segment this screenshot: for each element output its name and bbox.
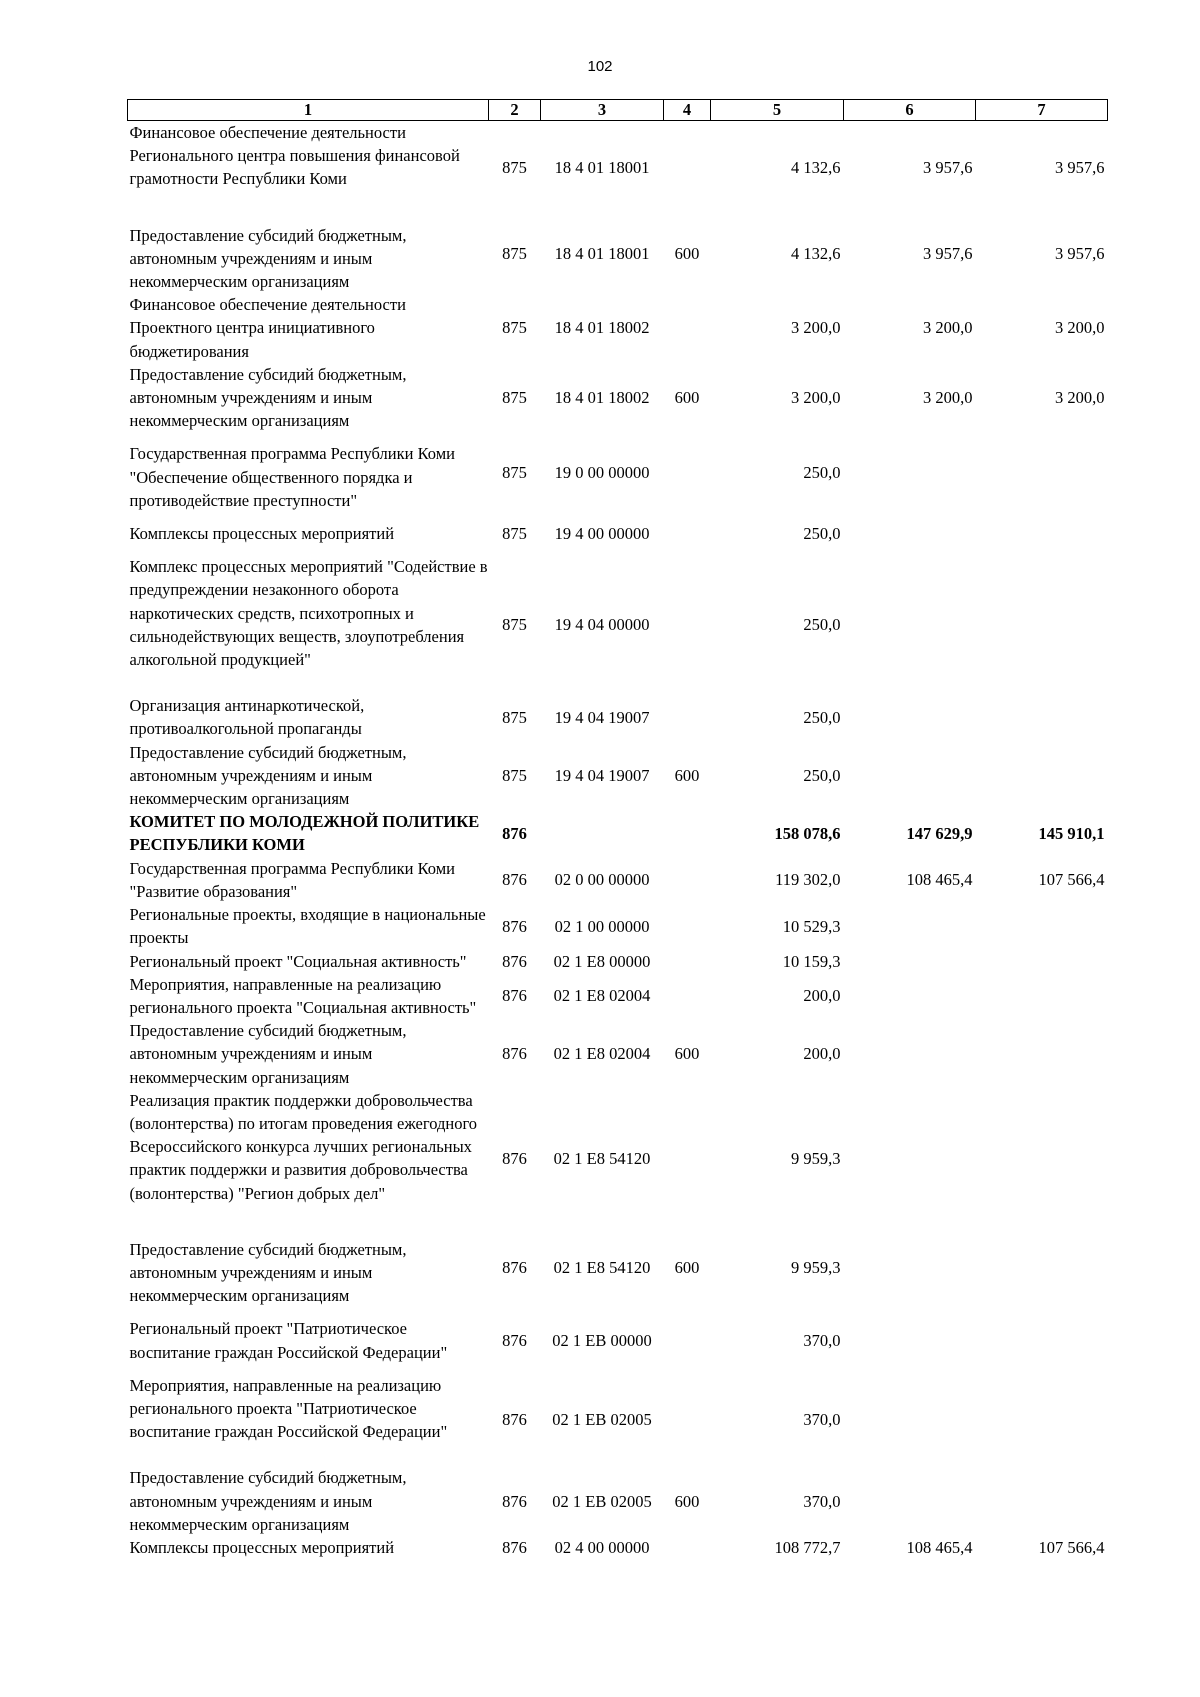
- row-admin-code: 876: [502, 1257, 527, 1277]
- row-name: Региональный проект "Социальная активность": [129, 951, 467, 971]
- row-target-code: 02 1 E8 00000: [553, 951, 651, 971]
- row-name: Реализация практик поддержки добровольчества (волонтерства) по итогам проведения ежегодного Всероссийского конкурса лучших региональных практик поддержки и развития добровольчества (волонтерства) "Регион добрых дел": [129, 1090, 478, 1203]
- row-admin-code: 875: [502, 462, 527, 482]
- row-admin-code: 875: [502, 615, 527, 635]
- table-row: [128, 903, 1108, 949]
- row-amount-year-3: [976, 432, 1108, 512]
- row-amount-year-2: [844, 1307, 976, 1373]
- row-amount-year-3: 3 957,6: [1055, 157, 1105, 177]
- row-amount-year-3: 107 566,4: [1038, 870, 1105, 890]
- row-expense-type: [664, 555, 711, 694]
- row-name: Предоставление субсидий бюджетным, автономным учреждениям и иным некоммерческим организациям: [129, 225, 407, 292]
- row-amount-year-2: [844, 1089, 976, 1228]
- row-amount-year-1: 250,0: [803, 462, 841, 482]
- table-row: [128, 512, 1108, 555]
- row-admin-code: 876: [502, 916, 527, 936]
- column-header: 1: [128, 100, 489, 121]
- row-target-code: [541, 810, 664, 856]
- table-row: [128, 432, 1108, 512]
- row-amount-year-2: [844, 973, 976, 1019]
- table-row: [128, 293, 1108, 363]
- row-admin-code: 876: [502, 1330, 527, 1350]
- row-amount-year-1: 3 200,0: [791, 388, 841, 408]
- row-target-code: 18 4 01 18001: [554, 157, 650, 177]
- row-admin-code: 876: [502, 1410, 527, 1430]
- row-target-code: 19 4 04 00000: [554, 615, 650, 635]
- row-name: Предоставление субсидий бюджетным, автономным учреждениям и иным некоммерческим организациям: [129, 364, 407, 431]
- row-amount-year-1: 10 159,3: [782, 951, 841, 971]
- row-amount-year-2: 3 957,6: [923, 243, 973, 263]
- table-row: [128, 121, 1108, 214]
- row-expense-type: [664, 1536, 711, 1559]
- row-admin-code: 876: [502, 951, 527, 971]
- table-row: [128, 1089, 1108, 1228]
- row-expense-type: 600: [674, 765, 700, 785]
- row-admin-code: 876: [502, 870, 527, 890]
- row-amount-year-3: [976, 1307, 1108, 1373]
- row-amount-year-2: 3 200,0: [923, 318, 973, 338]
- row-admin-code: 875: [502, 524, 527, 544]
- row-amount-year-2: [844, 555, 976, 694]
- row-expense-type: 600: [674, 243, 700, 263]
- table-row: [128, 857, 1108, 903]
- row-target-code: 02 1 E8 02004: [553, 1044, 651, 1064]
- row-admin-code: 875: [502, 388, 527, 408]
- row-amount-year-3: 3 957,6: [1055, 243, 1105, 263]
- row-amount-year-1: 158 078,6: [774, 823, 841, 843]
- table-body: [128, 121, 1108, 1560]
- column-header: 2: [489, 100, 541, 121]
- row-amount-year-3: [976, 973, 1108, 1019]
- row-expense-type: 600: [674, 1044, 700, 1064]
- table-row: [128, 694, 1108, 740]
- row-admin-code: 876: [502, 1044, 527, 1064]
- table-row: [128, 1307, 1108, 1373]
- row-expense-type: [664, 293, 711, 363]
- row-name: Мероприятия, направленные на реализацию регионального проекта "Социальная активность": [129, 974, 477, 1017]
- row-amount-year-2: [844, 512, 976, 555]
- row-name: Мероприятия, направленные на реализацию регионального проекта "Патриотическое воспитание граждан Российской Федерации": [129, 1375, 448, 1442]
- row-amount-year-1: 200,0: [803, 1044, 841, 1064]
- row-expense-type: [664, 950, 711, 973]
- row-amount-year-1: 370,0: [803, 1330, 841, 1350]
- table-row: [128, 214, 1108, 294]
- row-amount-year-1: 200,0: [803, 986, 841, 1006]
- row-expense-type: [664, 432, 711, 512]
- row-amount-year-2: [844, 741, 976, 811]
- row-expense-type: [664, 1089, 711, 1228]
- table-header-row: [128, 100, 1108, 121]
- row-amount-year-3: [976, 1019, 1108, 1089]
- row-name: Предоставление субсидий бюджетным, автономным учреждениям и иным некоммерческим организациям: [129, 742, 407, 809]
- row-amount-year-1: 250,0: [803, 707, 841, 727]
- row-amount-year-2: [844, 1019, 976, 1089]
- row-name: Предоставление субсидий бюджетным, автономным учреждениям и иным некоммерческим организациям: [129, 1468, 407, 1534]
- row-admin-code: 876: [502, 1148, 527, 1168]
- row-name: Предоставление субсидий бюджетным, автономным учреждениям и иным некоммерческим организациям: [129, 1021, 407, 1087]
- row-expense-type: [664, 121, 711, 214]
- row-amount-year-1: 108 772,7: [774, 1537, 841, 1557]
- table-row: [128, 363, 1108, 433]
- row-name: Региональные проекты, входящие в национальные проекты: [129, 905, 486, 948]
- row-amount-year-3: [976, 555, 1108, 694]
- table-row: [128, 741, 1108, 811]
- row-admin-code: 876: [502, 1491, 527, 1511]
- row-admin-code: 875: [502, 318, 527, 338]
- table-row: [128, 950, 1108, 973]
- row-admin-code: 875: [502, 707, 527, 727]
- row-admin-code: 876: [502, 823, 527, 843]
- row-amount-year-2: 108 465,4: [906, 870, 973, 890]
- row-target-code: 02 0 00 00000: [554, 870, 650, 890]
- row-expense-type: [664, 903, 711, 949]
- table-row: [128, 1019, 1108, 1089]
- row-amount-year-3: [976, 512, 1108, 555]
- row-expense-type: [664, 973, 711, 1019]
- row-amount-year-3: [976, 903, 1108, 949]
- row-name: Организация антинаркотической, противоалкогольной пропаганды: [129, 696, 365, 739]
- row-target-code: 19 4 04 19007: [554, 707, 650, 727]
- row-amount-year-3: [976, 950, 1108, 973]
- row-amount-year-1: 250,0: [803, 524, 841, 544]
- row-amount-year-1: 370,0: [803, 1491, 841, 1511]
- row-amount-year-2: [844, 694, 976, 740]
- row-amount-year-1: 4 132,6: [791, 243, 841, 263]
- row-expense-type: [664, 810, 711, 856]
- row-amount-year-1: 9 959,3: [791, 1257, 841, 1277]
- row-amount-year-3: 3 200,0: [1055, 388, 1105, 408]
- row-amount-year-2: 147 629,9: [906, 823, 973, 843]
- row-amount-year-1: 10 529,3: [782, 916, 841, 936]
- row-amount-year-1: 9 959,3: [791, 1148, 841, 1168]
- row-amount-year-1: 250,0: [803, 765, 841, 785]
- row-target-code: 02 1 E8 02004: [553, 986, 651, 1006]
- row-amount-year-2: [844, 1466, 976, 1536]
- row-target-code: 18 4 01 18001: [554, 243, 650, 263]
- row-expense-type: [664, 1307, 711, 1373]
- row-amount-year-2: 3 957,6: [923, 157, 973, 177]
- row-amount-year-2: 3 200,0: [923, 388, 973, 408]
- row-name: Комплекс процессных мероприятий "Содействие в предупреждении незаконного оборота наркотических средств, психотропных и сильнодействующих веществ, злоупотребления алкогольной продукцией": [129, 557, 488, 670]
- row-name: Предоставление субсидий бюджетным, автономным учреждениям и иным некоммерческим организациям: [129, 1239, 407, 1306]
- row-name: Региональный проект "Патриотическое воспитание граждан Российской Федерации": [129, 1319, 448, 1362]
- row-target-code: 19 0 00 00000: [554, 462, 650, 482]
- table-row: [128, 1228, 1108, 1308]
- row-name: Финансовое обеспечение деятельности Регионального центра повышения финансовой грамотности Республики Коми: [129, 123, 460, 189]
- row-admin-code: 876: [502, 986, 527, 1006]
- row-amount-year-3: [976, 1466, 1108, 1536]
- table-row: [128, 1374, 1108, 1467]
- row-amount-year-2: [844, 903, 976, 949]
- row-target-code: 02 1 EB 02005: [552, 1410, 652, 1430]
- row-target-code: 02 1 E8 54120: [553, 1148, 651, 1168]
- row-amount-year-2: [844, 950, 976, 973]
- row-admin-code: 875: [502, 157, 527, 177]
- row-amount-year-3: [976, 741, 1108, 811]
- row-amount-year-1: 119 302,0: [775, 870, 841, 890]
- row-admin-code: 875: [502, 243, 527, 263]
- row-name: Комплексы процессных мероприятий: [129, 524, 395, 544]
- row-amount-year-3: [976, 1089, 1108, 1228]
- row-amount-year-3: [976, 1228, 1108, 1308]
- table-row: [128, 555, 1108, 694]
- table-row: [128, 1536, 1108, 1559]
- row-amount-year-1: 4 132,6: [791, 157, 841, 177]
- row-expense-type: [664, 857, 711, 903]
- row-expense-type: [664, 512, 711, 555]
- row-target-code: 02 1 EB 02005: [552, 1491, 652, 1511]
- row-name: КОМИТЕТ ПО МОЛОДЕЖНОЙ ПОЛИТИКЕ РЕСПУБЛИКИ КОМИ: [129, 812, 480, 855]
- row-name: Государственная программа Республики Коми "Обеспечение общественного порядка и противодействие преступности": [129, 444, 455, 510]
- row-target-code: 19 4 04 19007: [554, 765, 650, 785]
- row-amount-year-2: 108 465,4: [906, 1537, 973, 1557]
- row-amount-year-3: 3 200,0: [1055, 318, 1105, 338]
- row-amount-year-2: [844, 432, 976, 512]
- row-amount-year-2: [844, 1374, 976, 1467]
- column-header: 7: [976, 100, 1108, 121]
- row-target-code: 02 1 EB 00000: [552, 1330, 652, 1350]
- column-header: 4: [664, 100, 711, 121]
- row-admin-code: 876: [502, 1537, 527, 1557]
- budget-table: [127, 99, 1108, 1559]
- row-target-code: 02 1 00 00000: [554, 916, 650, 936]
- row-expense-type: 600: [674, 388, 700, 408]
- row-admin-code: 875: [502, 765, 527, 785]
- row-target-code: 18 4 01 18002: [554, 388, 650, 408]
- column-header: 3: [541, 100, 664, 121]
- row-amount-year-1: 3 200,0: [791, 318, 841, 338]
- table-row: [128, 1466, 1108, 1536]
- row-expense-type: [664, 1374, 711, 1467]
- row-amount-year-3: 107 566,4: [1038, 1537, 1105, 1557]
- row-amount-year-1: 370,0: [803, 1410, 841, 1430]
- row-amount-year-3: [976, 694, 1108, 740]
- row-expense-type: 600: [674, 1491, 700, 1511]
- row-target-code: 02 4 00 00000: [554, 1537, 650, 1557]
- row-amount-year-2: [844, 1228, 976, 1308]
- row-amount-year-3: [976, 1374, 1108, 1467]
- row-amount-year-1: 250,0: [803, 615, 841, 635]
- page-number: 102: [587, 58, 613, 75]
- column-header: 5: [711, 100, 844, 121]
- row-expense-type: 600: [674, 1257, 700, 1277]
- row-name: Финансовое обеспечение деятельности Проектного центра инициативного бюджетирования: [129, 295, 406, 361]
- row-target-code: 02 1 E8 54120: [553, 1257, 651, 1277]
- table-row: [128, 973, 1108, 1019]
- row-name: Государственная программа Республики Коми "Развитие образования": [129, 858, 455, 901]
- row-amount-year-3: 145 910,1: [1038, 823, 1105, 843]
- row-target-code: 19 4 00 00000: [554, 524, 650, 544]
- column-header: 6: [844, 100, 976, 121]
- row-target-code: 18 4 01 18002: [554, 318, 650, 338]
- row-name: Комплексы процессных мероприятий: [129, 1537, 395, 1557]
- row-expense-type: [664, 694, 711, 740]
- table-row: [128, 810, 1108, 856]
